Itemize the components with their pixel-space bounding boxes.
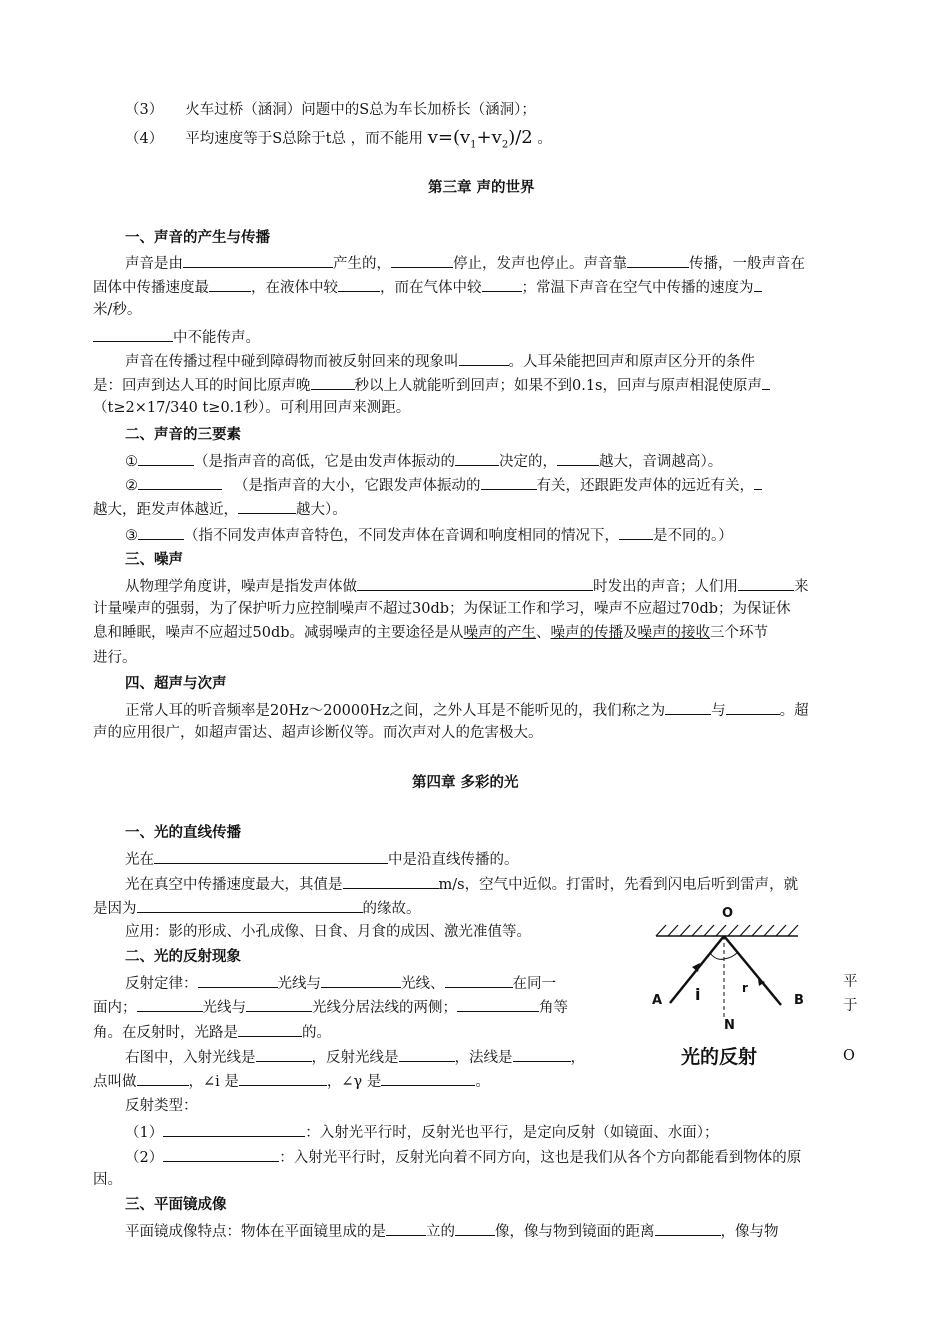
mirror-hatching	[656, 925, 798, 936]
ch4-s2-line-4: 右图中，入射光线是 ，反射光线是 ，法线是 ，	[125, 1046, 585, 1068]
ch3-s1-line-2: 固体中传播速度最 ，在液体中较 ，而在气体中较 ；常温下声音在空气中传播的速度为	[93, 276, 762, 298]
ch4-s2-line-1: 反射定律： 光线与 光线、 在同一	[125, 972, 556, 994]
ch4-s2-line-5: 点叫做 ，∠i 是 ，∠γ 是 。	[93, 1070, 490, 1092]
ch3-s3-line-1: 从物理学角度讲，噪声是指发声体做 时发出的声音；人们用 来	[125, 575, 809, 597]
ch3-s4-line-1: 正常人耳的听音频率是20Hz～20000Hz之间，之外人耳是不能听见的，我们称之为 与 。超	[125, 699, 809, 721]
ch3-s1-line-7: （t≥2×17/340 t≥0.1秒）。可利用回声来测距。	[93, 400, 411, 416]
ch3-s1-line-5: 声音在传播过程中碰到障碍物而被反射回来的现象叫 。人耳朵能把回声和原声区分开的条件	[125, 350, 755, 372]
ch4-s3-line-1: 平面镜成像特点：物体在平面镜里成的是 立的 像，像与物到镜面的距离 ，像与物	[125, 1220, 779, 1242]
ch3-s1-line-1: 声音是由 产生的， 停止，发声也停止。声音靠 传播，一般声音在	[125, 252, 805, 274]
ch3-s3-line-4: 进行。	[93, 650, 137, 666]
ch3-s4-line-2: 声的应用很广，如超声雷达、超声诊断仪等。而次声对人的危害极大。	[93, 725, 543, 741]
ch3-section-2-title: 二、声音的三要素	[125, 427, 241, 443]
ch4-s2-line-7: （1） ：入射光平行时，反射光也平行，是定向反射（如镜面、水面）；	[125, 1121, 718, 1143]
ch4-section-3-title: 三、平面镜成像	[125, 1197, 227, 1213]
ch4-s2-line-4-tail: O	[843, 1048, 855, 1064]
ch3-s3-line-2: 计量噪声的强弱，为了保护听力应控制噪声不超过30db；为保证工作和学习，噪声不应超过70db；为保证休	[93, 601, 791, 617]
reflection-angle-arc	[724, 952, 738, 959]
ch4-s2-line-1-tail: 平	[843, 974, 858, 990]
average-speed-formula: $v=(v_1+v_2)/2$	[427, 127, 533, 151]
ch3-section-4-title: 四、超声与次声	[125, 676, 227, 692]
ch4-s1-line-4: 应用：影的形成、小孔成像、日食、月食的成因、激光准值等。	[125, 924, 531, 940]
ch4-s2-line-9: 因。	[93, 1172, 122, 1188]
motion-item-4: （4） 平均速度等于S总除于t总 ，而不能用 $v=(v_1+v_2)/2$ 。	[125, 127, 552, 151]
ch3-section-1-title: 一、声音的产生与传播	[125, 230, 270, 246]
ch3-s1-line-3: 米/秒。	[93, 302, 142, 318]
label-r: r	[742, 981, 748, 995]
ch4-s2-line-8: （2） ：入射光平行时，反射光向着不同方向，这也是我们从各个方向都能看到物体的原	[125, 1146, 801, 1168]
ch3-s2-line-1: ① （是指声音的高低，它是由发声体振动的 决定的， 越大，音调越高）。	[125, 450, 722, 472]
ch4-s1-line-2: 光在真空中传播速度最大，其值是 m/s，空气中近似。打雷时，先看到闪电后听到雷声，就	[125, 873, 798, 895]
ch3-s2-line-4: ③ （指不同发声体声音特色，不同发声体在音调和响度相同的情况下， 是不同的。）	[125, 524, 733, 546]
label-a: A	[652, 993, 663, 1008]
label-n: N	[724, 1018, 735, 1033]
ch3-s2-line-2: ② （是指声音的大小，它跟发声体振动的 有关，还跟距发声体的远近有关，	[125, 474, 762, 496]
ch4-section-2-title: 二、光的反射现象	[125, 949, 241, 965]
chapter-4-title: 第四章 多彩的光	[412, 775, 519, 791]
ch4-section-1-title: 一、光的直线传播	[125, 825, 241, 841]
ch3-s3-line-3: 息和睡眠，噪声不应超过50db。减弱噪声的主要途径是从噪声的产生、噪声的传播及噪声的接收三个环节	[93, 625, 769, 641]
ch3-s1-line-6: 是：回声到达人耳的时间比原声晚 秒以上人就能听到回声；如果不到0.1s，回声与原声相混使原声	[93, 374, 770, 396]
figure-caption: 光的反射	[681, 1046, 758, 1068]
light-reflection-figure	[648, 905, 808, 1075]
label-b: B	[794, 993, 804, 1008]
reflected-ray	[724, 936, 781, 1005]
ch4-s2-line-2: 面内； 光线与 光线分居法线的两侧； 角等	[93, 996, 568, 1018]
ch4-s2-line-6: 反射类型：	[125, 1098, 198, 1114]
ch3-section-3-title: 三、噪声	[125, 552, 183, 568]
ch4-s2-line-2-tail: 于	[843, 998, 858, 1014]
incidence-angle-arc	[710, 953, 724, 959]
label-o: O	[722, 906, 734, 921]
ch4-s1-line-1: 光在 中是沿直线传播的。	[125, 848, 519, 870]
ch4-s2-line-3: 角。在反射时，光路是 的。	[93, 1021, 331, 1043]
ch4-s1-line-3: 是因为 的缘故。	[93, 897, 421, 919]
label-i: i	[695, 985, 701, 1004]
chapter-3-title: 第三章 声的世界	[428, 180, 535, 196]
motion-item-3: （3） 火车过桥（涵洞）问题中的S总为车长加桥长（涵洞）；	[125, 102, 536, 118]
ch3-s2-line-3: 越大，距发声体越近， 越大）。	[93, 498, 347, 520]
ch3-s1-line-4: 中不能传声。	[93, 326, 260, 348]
